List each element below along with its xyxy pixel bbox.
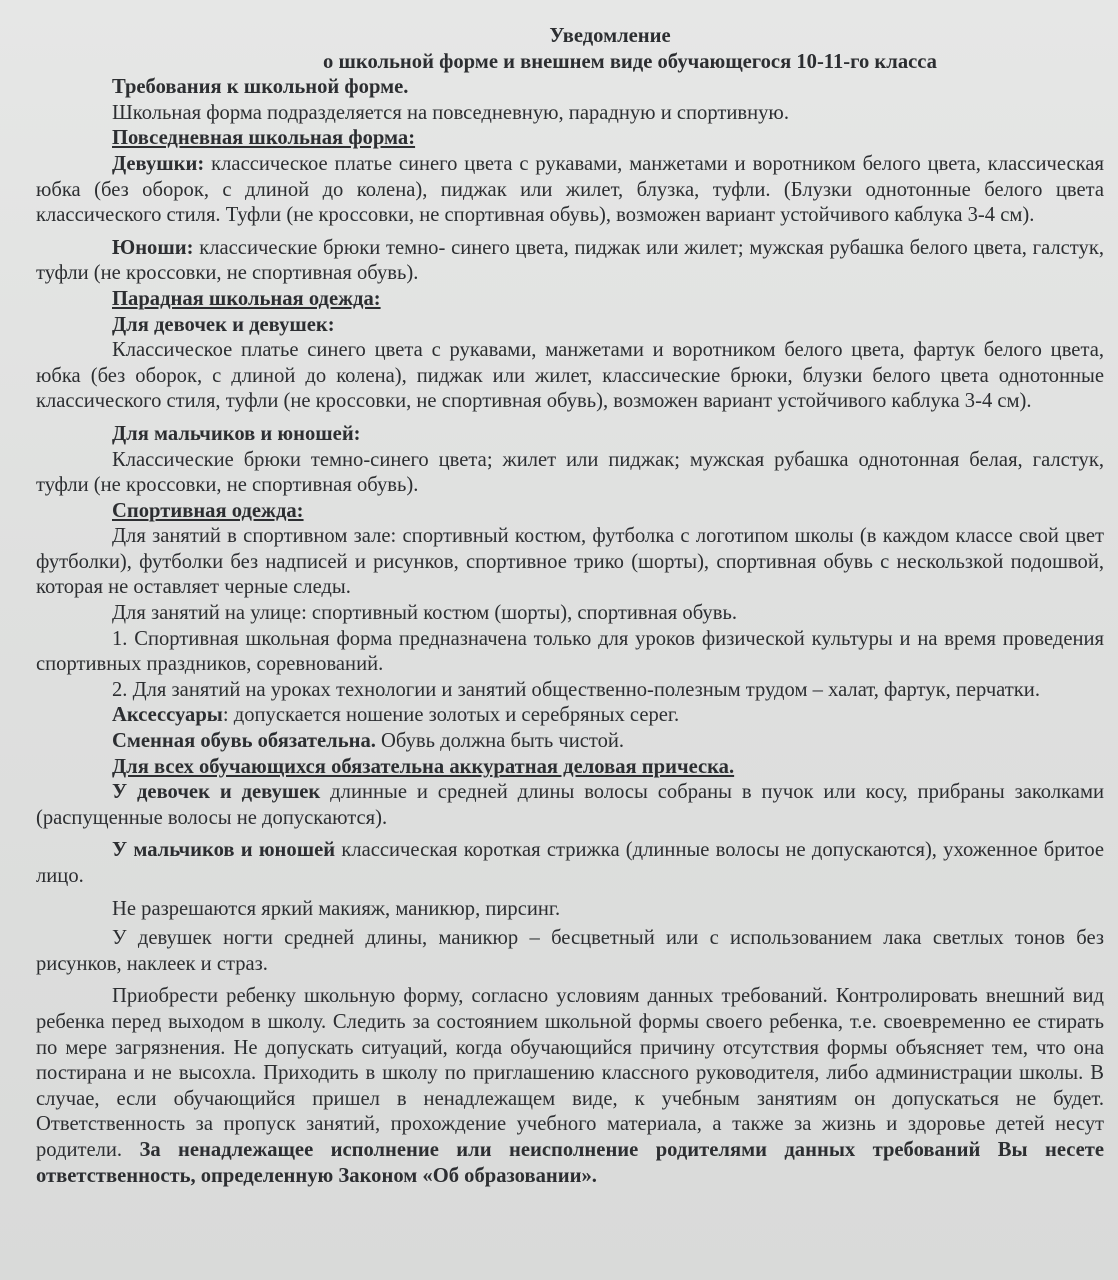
everyday-boys-text: классические брюки темно- синего цвета, пиджак или жилет; мужская рубашка белого цвета, галстук, туфли (не кроссовки, не спортивная обувь).: [36, 236, 1104, 285]
parade-girls-paragraph: Классическое платье синего цвета с рукавами, манжетами и воротником белого цвета, фартук белого цвета, юбка (без оборок, с длиной до колена), пиджак или жилет, классические брюки, блузки белого цвета однотонные классического стиля, туфли (не кроссовки, не спортивная обувь), возможен вариант устойчивого каблука 3-4 см).: [36, 339, 1104, 413]
document-title: Уведомление: [549, 25, 671, 47]
everyday-girls-text: классическое платье синего цвета с рукавами, манжетами и воротником белого цвета, классическая юбка (без оборок, с длиной до колена), пиджак или жилет, блузка, туфли. (Блузки однотонные белого цвета классического стиля. Туфли (не кроссовки, не спортивная обувь), возможен вариант устойчивого каблука 3-4 см).: [36, 152, 1104, 227]
accessories-text: : допускается ношение золотых и серебряных серег.: [222, 704, 680, 727]
accessories-paragraph: [36, 703, 1104, 729]
closing-bold-text: За ненадлежащее исполнение или неисполнение родителями данных требований Вы несете ответственность, определенную Законом «Об образовании».: [36, 1138, 1104, 1187]
shoes-label: Сменная обувь обязательна.: [112, 730, 376, 753]
girls-label: Девушки:: [112, 152, 205, 175]
parade-girls-heading: Для девочек и девушек:: [112, 313, 335, 336]
girls-hair-label: У девочек и девушек: [112, 781, 321, 804]
nails-paragraph: У девушек ногти средней длины, маникюр – бесцветный или с использованием лака светлых тонов без рисунков, наклеек и страз.: [36, 927, 1104, 975]
everyday-boys-paragraph: [36, 236, 1104, 287]
document-subtitle: о школьной форме и внешнем виде обучающегося 10-11-го класса: [323, 50, 937, 73]
notice-content: [36, 24, 1104, 1189]
closing-text: Приобрести ребенку школьную форму, согласно условиям данных требований. Контролировать внешний вид ребенка перед выходом в школу. Следить за состоянием школьной формы своего ребенка, т.е. своевременно ее стирать по мере загрязнения. Не допускать ситуаций, когда обучающийся причину отсутствия формы объясняет тем, что она постирана и не высохла. Приходить в школу по приглашению классного руководителя, либо администрации школы. В случае, если обучающийся пришел в ненадлежащем виде, к учебным занятиям он допускаться не будет. Ответственность за пропуск занятий, прохождение учебного материала, а также за жизнь и здоровье детей несут родители.: [36, 985, 1104, 1161]
boys-hair-text: классическая короткая стрижка (длинные волосы не допускаются), ухоженное бритое лицо.: [36, 839, 1105, 887]
sport-outdoor-paragraph: Для занятий на улице: спортивный костюм (шорты), спортивная обувь.: [112, 602, 737, 625]
parade-heading: Парадная школьная одежда:: [112, 287, 381, 310]
shoes-text: Обувь должна быть чистой.: [375, 730, 625, 753]
everyday-girls-paragraph: [36, 152, 1104, 229]
girls-hair-paragraph: [36, 780, 1104, 831]
closing-paragraph: [36, 984, 1104, 1189]
hair-heading: Для всех обучающихся обязательна аккуратная деловая прическа.: [112, 755, 735, 778]
sport-heading: Спортивная одежда:: [112, 499, 304, 522]
parade-boys-paragraph: Классические брюки темно-синего цвета; жилет или пиджак; мужская рубашка однотонная белая, галстук, туфли (не кроссовки, не спортивная обувь).: [36, 448, 1104, 497]
no-makeup-paragraph: Не разрешаются яркий макияж, маникюр, пирсинг.: [112, 897, 561, 920]
everyday-heading: Повседневная школьная форма:: [112, 127, 416, 150]
sport-gym-paragraph: Для занятий в спортивном зале: спортивный костюм, футболка с логотипом школы (в каждом классе свой цвет футболки), футболки без надписей и рисунков, спортивное трико (шорты), спортивная обувь с нескользкой подошвой, которая не оставляет черные следы.: [36, 525, 1104, 599]
girls-hair-text: длинные и средней длины волосы собраны в пучок или косу, прибраны заколками (распущенные волосы не допускаются).: [36, 781, 1104, 829]
accessories-label: Аксессуары: [112, 704, 223, 727]
boys-hair-label: У мальчиков и юношей: [112, 839, 336, 862]
intro-paragraph: Школьная форма подразделяется на повседневную, парадную и спортивную.: [112, 101, 789, 124]
boys-label: Юноши:: [112, 236, 194, 259]
parade-boys-heading: Для мальчиков и юношей:: [112, 422, 361, 445]
sport-item-1: 1. Спортивная школьная форма предназначена только для уроков физической культуры и на время проведения спортивных праздников, соревнований.: [36, 627, 1104, 676]
shoes-paragraph: [36, 729, 1104, 755]
sport-item-2: 2. Для занятий на уроках технологии и занятий общественно-полезным трудом – халат, фартук, перчатки.: [112, 678, 1040, 701]
boys-hair-paragraph: [36, 838, 1104, 889]
requirements-heading: Требования к школьной форме.: [112, 76, 409, 99]
